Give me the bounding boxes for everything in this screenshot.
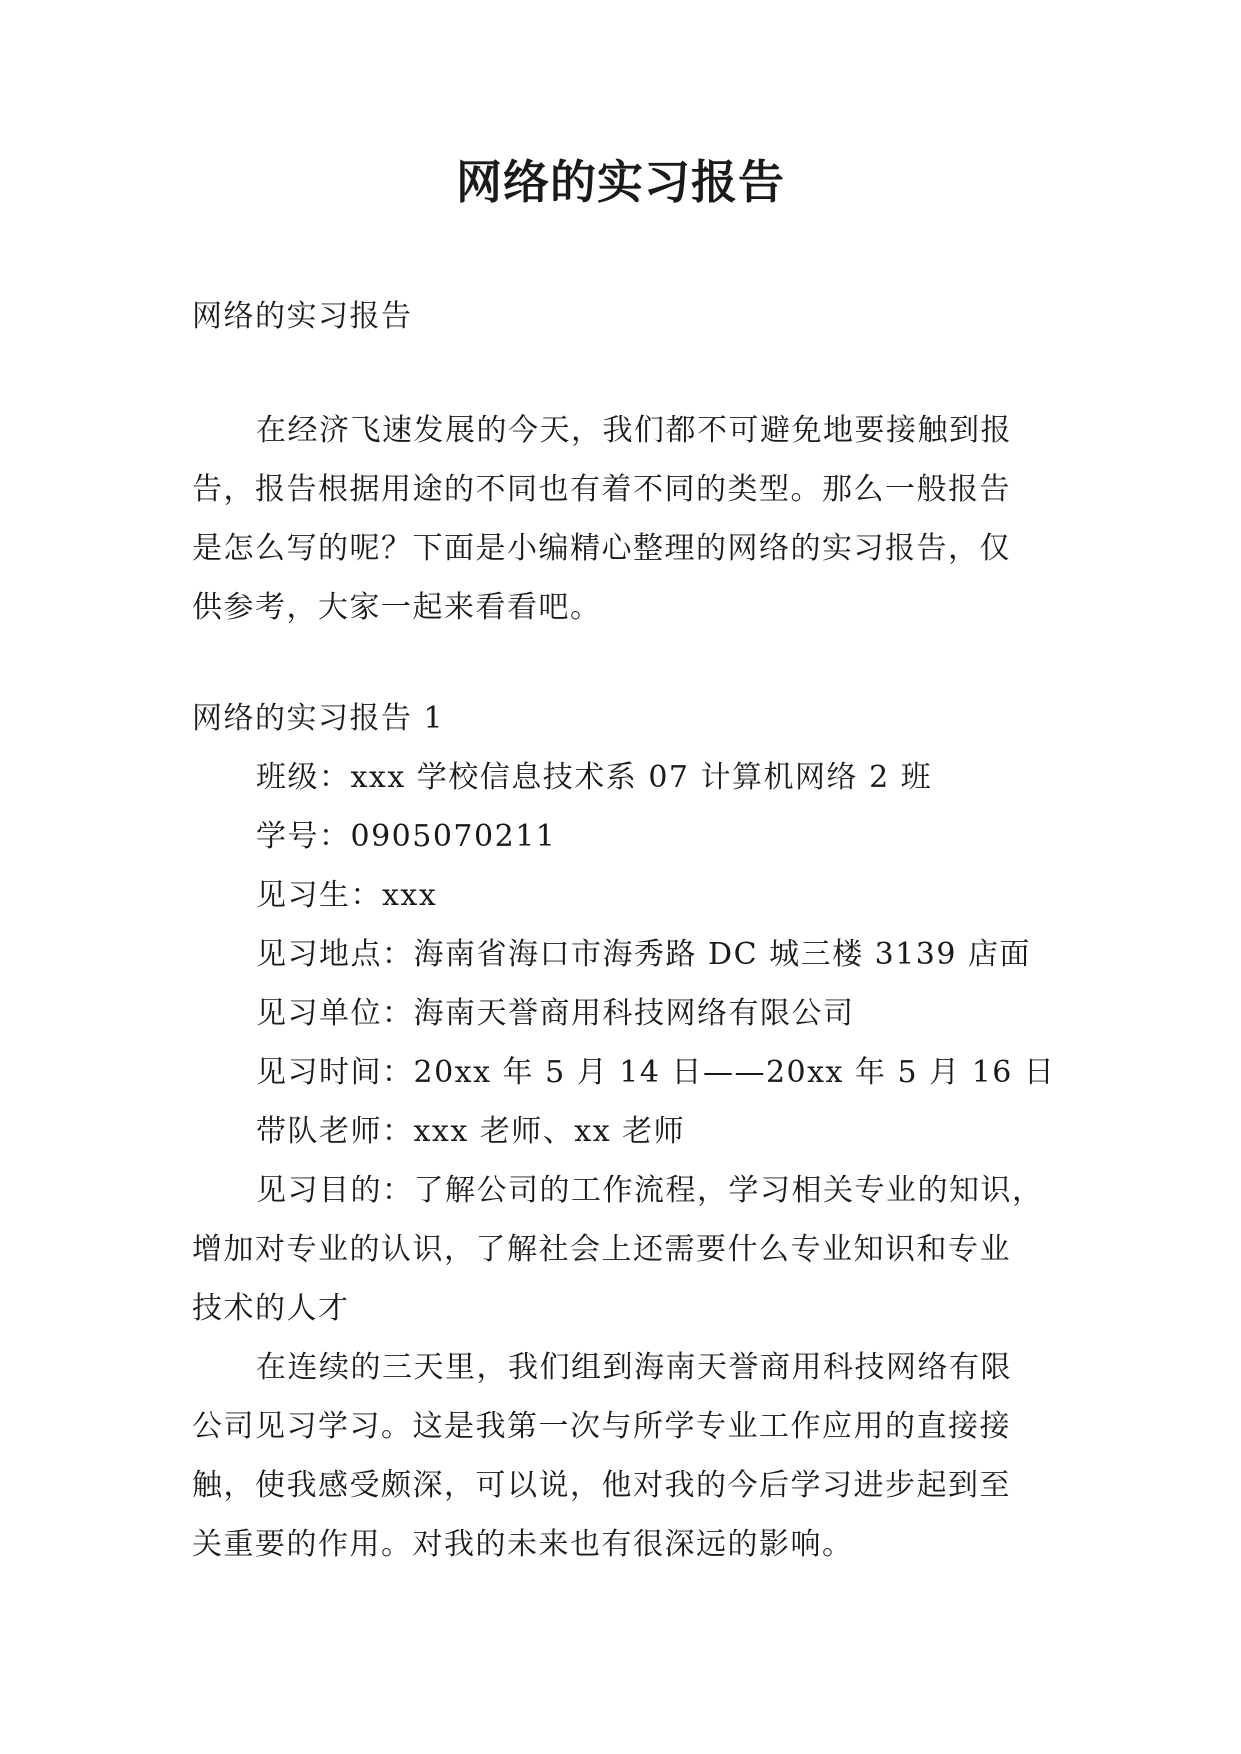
intro-line: 供参考，大家一起来看看吧。 xyxy=(192,590,602,625)
document-body xyxy=(192,287,1058,1574)
body-paragraph xyxy=(192,1338,1058,1574)
document-title: 网络的实习报告 xyxy=(456,155,785,209)
spacer xyxy=(192,346,1058,401)
intro-paragraph xyxy=(192,401,1058,637)
purpose-line: 技术的人才 xyxy=(192,1291,350,1326)
info-teachers: 带队老师：xxx 老师、xx 老师 xyxy=(256,1114,686,1149)
body-line: 公司见习学习。这是我第一次与所学专业工作应用的直接接 xyxy=(192,1409,1011,1444)
purpose-line: 见习目的：了解公司的工作流程，学习相关专业的知识， xyxy=(256,1173,1044,1208)
section-heading: 网络的实习报告 1 xyxy=(192,701,445,736)
spacer xyxy=(192,637,1058,689)
info-student-id: 学号：0905070211 xyxy=(256,819,557,854)
body-line: 在连续的三天里，我们组到海南天誉商用科技网络有限 xyxy=(256,1350,1012,1385)
info-time: 见习时间：20xx 年 5 月 14 日——20xx 年 5 月 16 日 xyxy=(256,1055,1056,1090)
subtitle: 网络的实习报告 xyxy=(192,299,413,334)
info-company: 见习单位：海南天誉商用科技网络有限公司 xyxy=(256,996,855,1031)
body-line: 关重要的作用。对我的未来也有很深远的影响。 xyxy=(192,1527,854,1562)
body-line: 触，使我感受颇深，可以说，他对我的今后学习进步起到至 xyxy=(192,1468,1011,1503)
info-list xyxy=(192,748,1058,1161)
purpose-line: 增加对专业的认识，了解社会上还需要什么专业知识和专业 xyxy=(192,1232,1011,1267)
intro-line: 告，报告根据用途的不同也有着不同的类型。那么一般报告 xyxy=(192,472,1011,507)
purpose-paragraph xyxy=(192,1161,1058,1338)
intro-line: 在经济飞速发展的今天，我们都不可避免地要接触到报 xyxy=(256,413,1012,448)
info-class: 班级：xxx 学校信息技术系 07 计算机网络 2 班 xyxy=(256,760,933,795)
info-location: 见习地点：海南省海口市海秀路 DC 城三楼 3139 店面 xyxy=(256,937,1031,972)
intro-line: 是怎么写的呢？下面是小编精心整理的网络的实习报告，仅 xyxy=(192,531,1011,566)
info-trainee: 见习生：xxx xyxy=(256,878,438,913)
